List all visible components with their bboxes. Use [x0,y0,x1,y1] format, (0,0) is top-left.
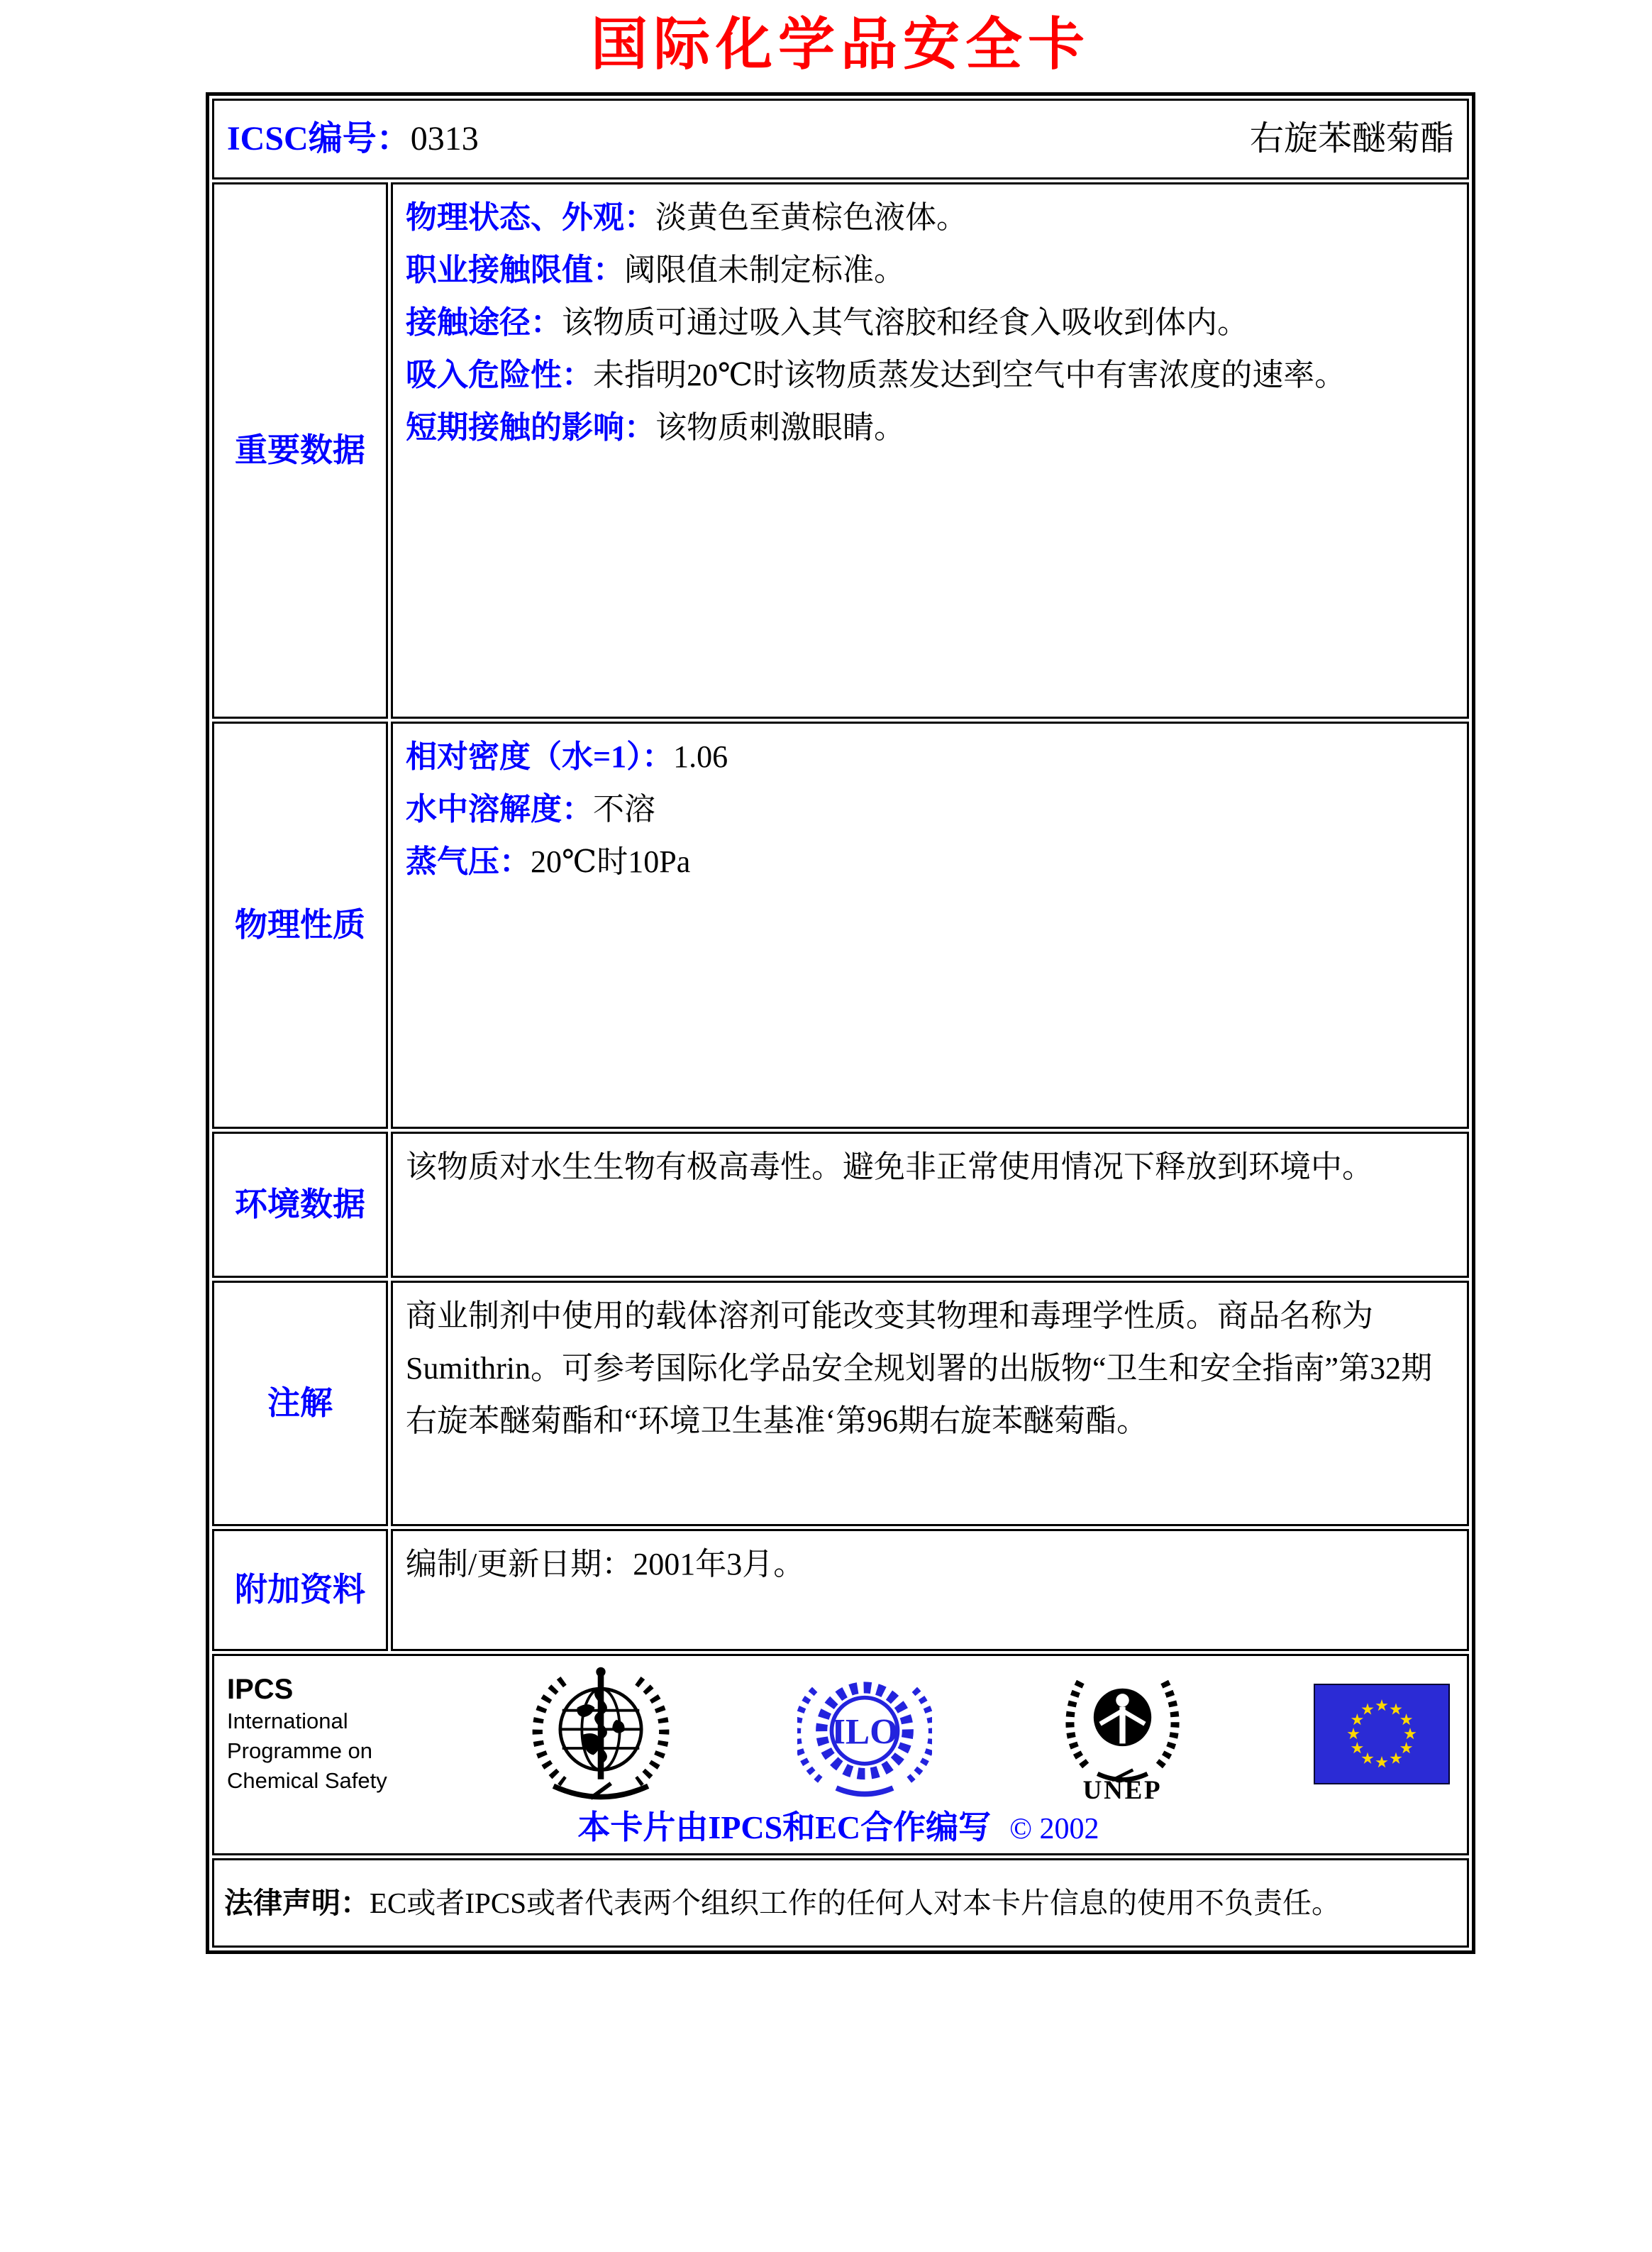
legal-row [212,1858,1469,1948]
caption-text: 本卡片由IPCS和EC合作编写 [577,1809,992,1845]
header-row [212,99,1469,180]
ipcs-block: IPCS International Programme on Chemical Safety [227,1672,404,1796]
page-title: 国际化学品安全卡 [591,14,1090,77]
section-content-additional-info [391,1529,1469,1651]
eu-flag-icon [1314,1684,1450,1784]
section-content-environmental-data [391,1132,1469,1278]
legal-notice-label: 法律声明： [224,1887,370,1919]
ipcs-acronym: IPCS [227,1674,294,1705]
section-row-important-data [212,182,1469,719]
section-label-notes: 注解 [212,1281,388,1526]
section-content-physical-properties [391,722,1469,1129]
who-logo-icon [530,1663,672,1805]
legal-notice-text: EC或者IPCS或者代表两个组织工作的任何人对本卡片信息的使用不负责任。 [370,1887,1341,1919]
chemical-name: 右旋苯醚菊酯 [1249,120,1454,158]
unep-logo-icon [1057,1660,1188,1809]
section-label-additional-info: 附加资料 [212,1529,388,1651]
copyright-text: © 2002 [1009,1813,1099,1845]
section-label-environmental-data: 环境数据 [212,1132,388,1278]
line-item: 吸入危险性：未指明20℃时该物质蒸发达到空气中有害浓度的速率。 [406,358,1346,392]
svg-text:ILO: ILO [831,1711,898,1753]
icsc-table [206,92,1475,1954]
icsc-number-label: ICSC编号： [227,120,411,158]
line-item: 职业接触限值：阈限值未制定标准。 [406,253,905,287]
section-text: 该物质对水生生物有极高毒性。避免非正常使用情况下释放到环境中。 [406,1149,1373,1184]
section-text: 编制/更新日期：2001年3月。 [406,1547,805,1582]
section-content-important-data [391,182,1469,719]
section-row-additional-info [212,1529,1469,1651]
section-row-physical-properties [212,722,1469,1129]
line-item: 相对密度（水=1）：1.06 [406,739,728,774]
cooperation-caption [227,1808,1450,1849]
logos-row [212,1654,1469,1855]
icsc-number-group [227,116,479,162]
line-item: 水中溶解度：不溶 [406,792,655,827]
line-item: 接触途径：该物质可通过吸入其气溶胶和经食入吸收到体内。 [406,305,1248,340]
section-row-environmental-data [212,1132,1469,1278]
line-item: 物理状态、外观：淡黄色至黄棕色液体。 [406,200,968,235]
section-content-notes [391,1281,1469,1526]
line-item: 短期接触的影响：该物质刺激眼睛。 [406,410,905,445]
ilo-logo-icon [797,1663,932,1805]
section-row-notes [212,1281,1469,1526]
section-label-physical-properties: 物理性质 [212,722,388,1129]
svg-text:UNEP: UNEP [1082,1776,1163,1806]
section-text: 商业制剂中使用的载体溶剂可能改变其物理和毒理学性质。商品名称为Sumithrin。可参考国际化学品安全规划署的出版物“卫生和安全指南”第32期右旋苯醚菊酯和“环境卫生基准‘第96期右旋苯醚菊酯。 [406,1298,1433,1438]
line-item: 蒸气压：20℃时10Pa [406,844,691,879]
icsc-card [206,9,1475,1954]
section-label-important-data: 重要数据 [212,182,388,719]
icsc-number-value: 0313 [410,120,479,158]
